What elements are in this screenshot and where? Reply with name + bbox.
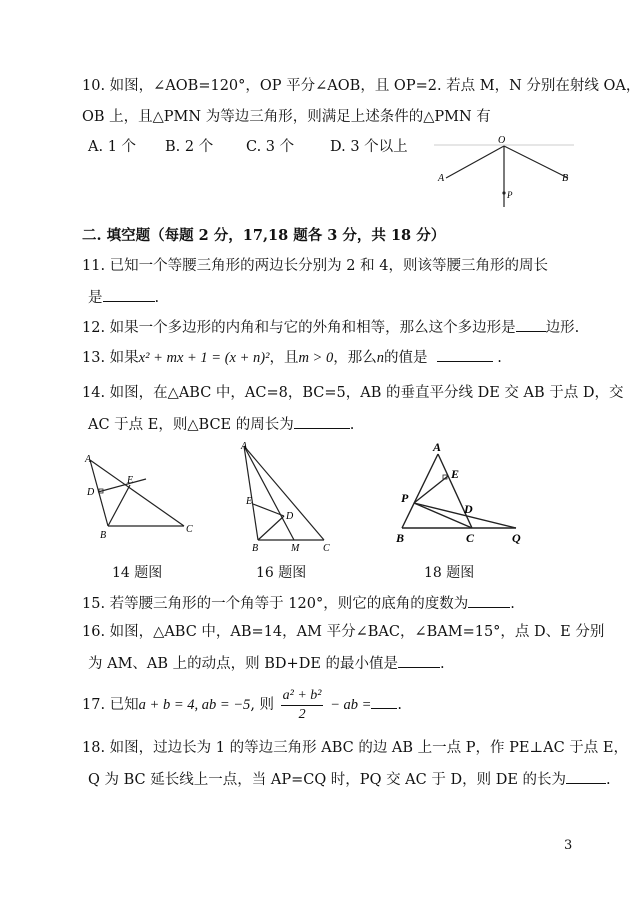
- fig14-label-b: B: [100, 530, 107, 541]
- q10-option-d: D. 3 个以上: [330, 139, 408, 155]
- label-o: O: [498, 135, 506, 146]
- q16-end: .: [440, 656, 445, 672]
- q17-prefix: 17. 已知: [82, 697, 139, 713]
- q17-cond: a + b = 4, ab = −5: [138, 697, 251, 713]
- fig14-side-ac: [90, 460, 184, 526]
- ray-ob: [504, 146, 568, 178]
- fig16-segment-de: [253, 504, 284, 516]
- q16-line2: [88, 652, 445, 674]
- point-p: [502, 191, 505, 194]
- q10-option-a: A. 1 个: [88, 139, 137, 155]
- q17-fraction: [281, 687, 324, 724]
- q13-mid: ，且: [269, 350, 299, 366]
- fig18-label-q: Q: [512, 531, 521, 545]
- q12-answer-blank[interactable]: [516, 316, 546, 332]
- q13-var: n: [376, 350, 384, 366]
- fig18-label-d: D: [464, 502, 473, 516]
- q17-answer-blank[interactable]: [371, 693, 397, 709]
- q10-option-b: B. 2 个: [165, 139, 214, 155]
- fig18: [390, 440, 530, 545]
- q18-lead: Q 为 BC 延长线上一点，当 AP=CQ 时，PQ 交 AC 于 D，则 DE 的长为: [88, 772, 567, 788]
- ray-oa: [446, 146, 504, 178]
- fig18-label-a: A: [433, 440, 442, 454]
- fig14-segment-be: [108, 485, 130, 526]
- fig18-side-ac: [438, 454, 472, 528]
- q10-option-c: C. 3 个: [246, 139, 295, 155]
- q13-formula: x² + mx + 1 = (x + n)²: [138, 350, 270, 366]
- q17-line: [82, 686, 402, 724]
- q11-line1: 11. 已知一个等腰三角形的两边长分别为 2 和 4，则该等腰三角形的周长: [82, 258, 548, 274]
- page-number: 3: [564, 838, 573, 853]
- fig18-segment-pe: [414, 476, 448, 503]
- fig18-label-e: E: [451, 467, 460, 481]
- q13-answer-blank[interactable]: [437, 346, 493, 362]
- fig16-segment-bd: [258, 516, 284, 540]
- q15-end: .: [510, 596, 515, 612]
- q14-answer-blank[interactable]: [294, 413, 350, 429]
- q17-mid: , 则: [250, 697, 275, 713]
- q18-end: .: [606, 772, 611, 788]
- q14-line1: 14. 如图，在△ABC 中，AC=8，BC=5，AB 的垂直平分线 DE 交 AB 于点 D，交: [82, 385, 624, 401]
- label-b: B: [562, 173, 569, 184]
- q13-line: [82, 346, 502, 368]
- q11-line2: [88, 286, 159, 308]
- q12-end: 边形.: [545, 320, 580, 336]
- q12-line: [82, 316, 579, 338]
- fig14-label-c: C: [186, 524, 193, 535]
- fig18-label-c: C: [466, 531, 475, 545]
- fig16-label-d: D: [286, 511, 294, 522]
- fig16-label-m: M: [291, 543, 300, 552]
- q14-line2: [88, 413, 354, 435]
- q14-lead: AC 于点 E，则△BCE 的周长为: [88, 417, 294, 433]
- q15-answer-blank[interactable]: [468, 592, 510, 608]
- fig14-caption: 14 题图: [112, 565, 163, 581]
- fig16: [236, 440, 336, 552]
- q17-end: .: [397, 697, 403, 713]
- q16-answer-blank[interactable]: [398, 652, 440, 668]
- q15-line: [82, 592, 515, 614]
- q17-after: − ab =: [330, 697, 372, 713]
- fig16-label-a: A: [241, 441, 248, 452]
- fig14: [84, 452, 214, 542]
- fig14-label-d: D: [87, 487, 95, 498]
- fig18-caption: 18 题图: [424, 565, 475, 581]
- fig16-label-c: C: [323, 543, 330, 552]
- q16-line1: 16. 如图，△ABC 中，AB=14，AM 平分∠BAC，∠BAM=15°，点 D、E 分别: [82, 624, 605, 640]
- fig14-label-e: E: [127, 475, 134, 486]
- q15-text: 15. 若等腰三角形的一个角等于 120°，则它的底角的度数为: [82, 596, 469, 612]
- fig16-label-e: E: [246, 496, 253, 507]
- fig18-label-b: B: [396, 531, 405, 545]
- q13-prefix: 13. 如果: [82, 350, 139, 366]
- q13-suffix: 的值是: [383, 350, 428, 366]
- q17-denominator: 2: [298, 706, 306, 722]
- q18-answer-blank[interactable]: [566, 768, 606, 784]
- q10-line1: 10. 如图，∠AOB=120°，OP 平分∠AOB，且 OP=2. 若点 M，N 分别在射线 OA，: [82, 78, 640, 94]
- label-p: P: [507, 190, 513, 200]
- fig14-bisector-de: [98, 479, 146, 492]
- q18-line2: [88, 768, 611, 790]
- q13-mid2: ，那么: [333, 350, 377, 366]
- q10-figure: [428, 135, 578, 213]
- q12-text: 12. 如果一个多边形的内角和与它的外角和相等，那么这个多边形是: [82, 320, 516, 336]
- q10-line2: OB 上，且△PMN 为等边三角形，则满足上述条件的△PMN 有: [82, 109, 491, 125]
- fig16-label-b: B: [252, 543, 259, 552]
- fig18-label-p: P: [401, 491, 409, 505]
- fig16-caption: 16 题图: [256, 565, 307, 581]
- label-a: A: [438, 173, 445, 184]
- q11-lead: 是: [88, 290, 103, 306]
- q18-line1: 18. 如图，过边长为 1 的等边三角形 ABC 的边 AB 上一点 P，作 PE⊥AC 于点 E，: [82, 740, 628, 756]
- q16-lead: 为 AM、AB 上的动点，则 BD+DE 的最小值是: [88, 656, 399, 672]
- q11-answer-blank[interactable]: [103, 286, 155, 302]
- q14-end: .: [349, 417, 355, 433]
- q13-end: .: [497, 350, 502, 366]
- fig14-label-a: A: [85, 454, 92, 465]
- section-title: 二. 填空题（每题 2 分，17,18 题各 3 分，共 18 分）: [82, 227, 446, 244]
- q17-numerator: a² + b²: [281, 687, 324, 706]
- q13-cond: m > 0: [298, 350, 334, 366]
- q11-end: .: [154, 290, 160, 306]
